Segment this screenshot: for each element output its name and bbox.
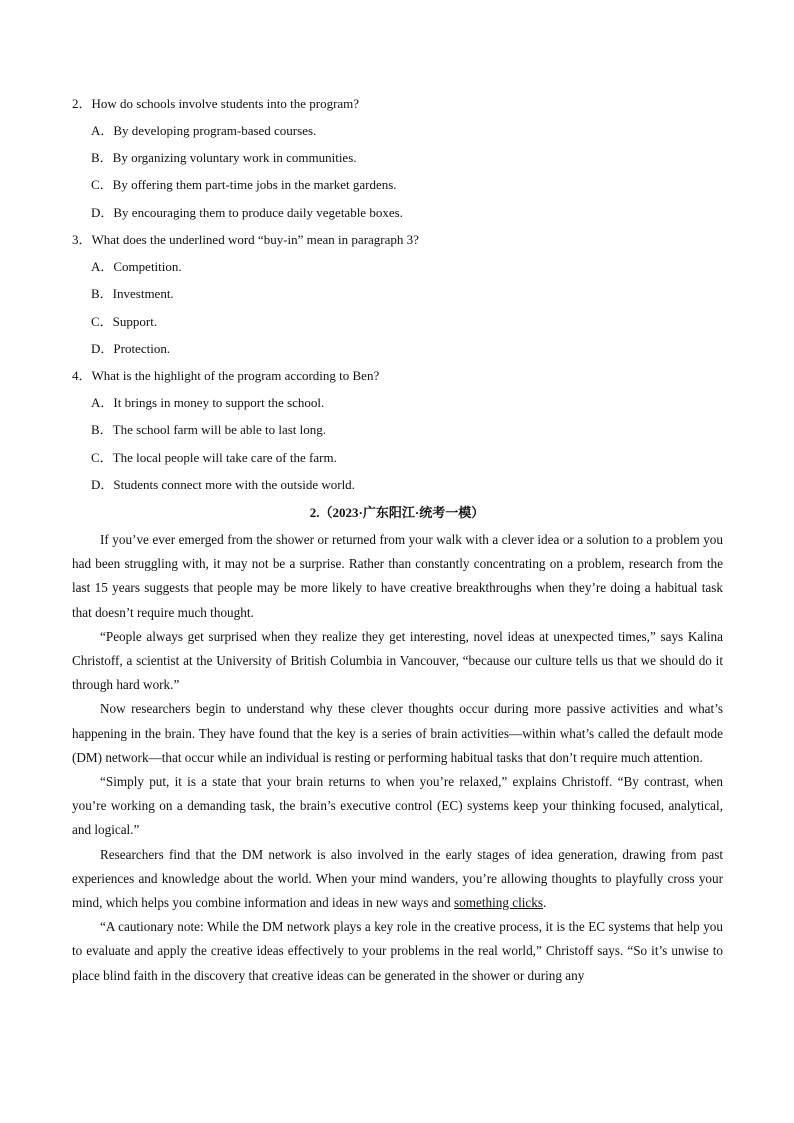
underlined-phrase: something clicks: [454, 895, 544, 911]
passage-paragraph-3: Now researchers begin to understand why these clever thoughts occur during more passive activities and what’s happening in the brain. They have found that the key is a series of brain activities—within what’s called the default mode (DM) network—that occur while an individual is resting or performing habitual tasks that don’t require much attention.: [72, 701, 723, 765]
question-4-option-a: A．It brings in money to support the school.: [91, 395, 325, 410]
question-2-option-b: B．By organizing voluntary work in communities.: [91, 150, 357, 165]
passage-paragraph-5-text: Researchers find that the DM network is also involved in the early stages of idea generation, drawing from past experiences and knowledge about the world. When your mind wanders, you’re allowing thoughts to playfully cross your mind, which helps you combine information and ideas in new ways and: [72, 846, 723, 911]
question-3-option-b: B．Investment.: [91, 286, 174, 301]
section-heading: 2.（2023·广东阳江·统考一模）: [309, 505, 485, 520]
passage-paragraph-2: “People always get surprised when they realize they get interesting, novel ideas at unexpected times,” says Kalina Christoff, a scientist at the University of British Columbia in Vancouver, “because our culture tells us that we should do it through hard work.”: [72, 628, 723, 693]
question-3-stem: 3．What does the underlined word “buy-in” mean in paragraph 3?: [72, 232, 419, 247]
question-4-option-c: C．The local people will take care of the farm.: [91, 450, 337, 465]
question-4-option-d: D．Students connect more with the outside world.: [91, 477, 355, 492]
passage-paragraph-4: “Simply put, it is a state that your brain returns to when you’re relaxed,” explains Christoff. “By contrast, when you’re working on a demanding task, the brain’s executive control (EC) systems keep your thinking focused, analytical, and logical.”: [72, 774, 723, 838]
reading-passage: [72, 528, 723, 988]
passage-paragraph-5: [72, 843, 723, 916]
question-3-option-d: D．Protection.: [91, 341, 171, 356]
question-2-option-a: A．By developing program-based courses.: [91, 123, 317, 138]
passage-paragraph-6: “A cautionary note: While the DM network plays a key role in the creative process, it is the EC systems that help you to evaluate and apply the creative ideas effectively to your problems in the real world,” Christoff says. “So it’s unwise to place blind faith in the discovery that creative ideas can be generated in the shower or during any: [72, 919, 723, 983]
question-3-option-a: A．Competition.: [91, 259, 182, 274]
question-2-option-c: C．By offering them part-time jobs in the market gardens.: [91, 177, 397, 192]
question-3-option-c: C．Support.: [91, 314, 158, 329]
passage-paragraph-1: If you’ve ever emerged from the shower or returned from your walk with a clever idea or a solution to a problem you had been struggling with, it may not be a surprise. Rather than constantly concentrating on a problem, research from the last 15 years suggests that people may be more likely to have creative breakthroughs when they’re doing a habitual task that doesn’t require much thought.: [72, 532, 723, 620]
passage-paragraph-5-end: .: [543, 895, 547, 911]
question-2-stem: 2．How do schools involve students into the program?: [72, 96, 360, 111]
question-4-stem: 4．What is the highlight of the program according to Ben?: [72, 368, 380, 383]
question-2-option-d: D．By encouraging them to produce daily vegetable boxes.: [91, 205, 403, 220]
question-4-option-b: B．The school farm will be able to last long.: [91, 422, 327, 437]
